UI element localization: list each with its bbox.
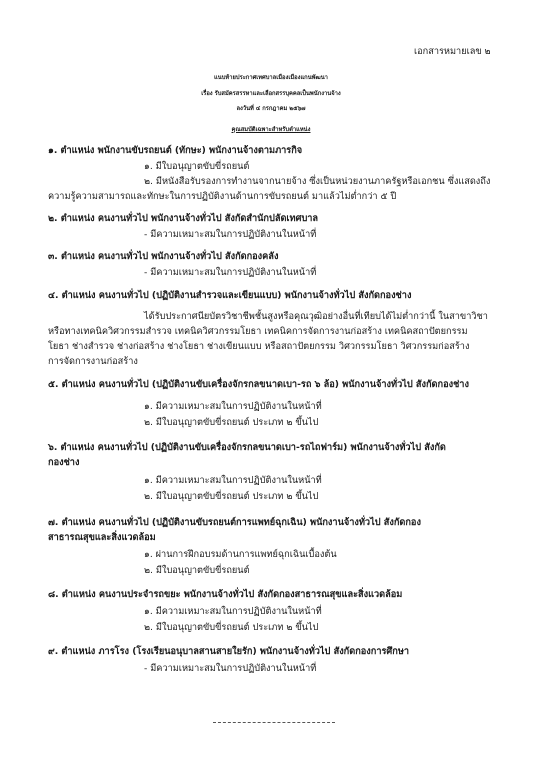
position-heading: ๓. ตำแหน่ง คนงานทั่วไป พนักงานจ้างทั่วไป สังกัดกองคลัง bbox=[48, 251, 279, 262]
position-heading: ๕. ตำแหน่ง คนงานทั่วไป (ปฏิบัติงานขับเครื่องจักรกลขนาดเบา-รถ ๖ ล้อ) พนักงานจ้างทั่วไป สังกัดกองช่าง bbox=[48, 379, 469, 390]
position-line: - มีความเหมาะสมในการปฏิบัติงานในหน้าที่ bbox=[144, 663, 317, 674]
position-heading-cont: สาธารณสุขและสิ่งแวดล้อม bbox=[48, 532, 156, 543]
doc-number: เอกสารหมายเลข ๒ bbox=[414, 46, 491, 57]
position-line: ๒. มีใบอนุญาตขับขี่รถยนต์ ประเภท ๒ ขึ้นไป bbox=[144, 622, 319, 633]
position-heading-cont: กองช่าง bbox=[48, 457, 80, 468]
position-line: ความรู้ความสามารถและทักษะในการปฏิบัติงานด้านการขับรถยนต์ มาแล้วไม่ต่ำกว่า ๕ ปี bbox=[48, 191, 397, 202]
position-line: - มีความเหมาะสมในการปฏิบัติงานในหน้าที่ bbox=[144, 267, 317, 278]
end-divider bbox=[213, 722, 335, 723]
position-line: หรือทางเทคนิควิศวกรรมสำรวจ เทคนิควิศวกรรมโยธา เทคนิคการจัดการงานก่อสร้าง เทคนิคสถาปัตยกรรม bbox=[48, 326, 468, 337]
position-line: การจัดการงานก่อสร้าง bbox=[48, 356, 138, 367]
position-heading: ๗. ตำแหน่ง คนงานทั่วไป (ปฏิบัติงานขับรถยนต์การแพทย์ฉุกเฉิน) พนักงานจ้างทั่วไป สังกัดกอง bbox=[48, 517, 421, 528]
position-heading: ๔. ตำแหน่ง คนงานทั่วไป (ปฏิบัติงานสำรวจและเขียนแบบ) พนักงานจ้างทั่วไป สังกัดกองช่าง bbox=[48, 290, 412, 301]
position-line: ๒. มีหนังสือรับรองการทำงานจากนายจ้าง ซึ่งเป็นหน่วยงานภาครัฐหรือเอกชน ซึ่งแสดงถึง bbox=[144, 176, 491, 187]
position-line: ๒. มีใบอนุญาตขับขี่รถยนต์ ประเภท ๒ ขึ้นไป bbox=[144, 417, 319, 428]
position-line: ได้รับประกาศนียบัตรวิชาชีพชั้นสูงหรือคุณวุฒิอย่างอื่นที่เทียบได้ไม่ต่ำกว่านี้ ในสาขาวิชา bbox=[144, 311, 488, 322]
position-line: ๒. มีใบอนุญาตขับขี่รถยนต์ ประเภท ๒ ขึ้นไป bbox=[144, 491, 319, 502]
position-line: ๑. ผ่านการฝึกอบรมด้านการแพทย์ฉุกเฉินเบื้องต้น bbox=[144, 549, 337, 560]
position-line: ๑. มีความเหมาะสมในการปฏิบัติงานในหน้าที่ bbox=[144, 401, 322, 412]
header-line-2: เรื่อง รับสมัครสรรหาและเลือกสรรบุคคลเป็นพนักงานจ้าง bbox=[201, 91, 341, 97]
position-heading: ๙. ตำแหน่ง ภารโรง (โรงเรียนอนุบาลสานสายใยรัก) พนักงานจ้างทั่วไป สังกัดกองการศึกษา bbox=[48, 646, 410, 657]
header-line-1: แนบท้ายประกาศเทศบาลเมืองเมืองแกนพัฒนา bbox=[214, 75, 328, 81]
position-line: ๑. มีความเหมาะสมในการปฏิบัติงานในหน้าที่ bbox=[144, 606, 322, 617]
position-line: โยธา ช่างสำรวจ ช่างก่อสร้าง ช่างโยธา ช่างเขียนแบบ หรือสถาปัตยกรรม วิศวกรรมโยธา วิศวกรรมก่อสร้าง bbox=[48, 341, 470, 352]
position-heading: ๑. ตำแหน่ง พนักงานขับรถยนต์ (ทักษะ) พนักงานจ้างตามภารกิจ bbox=[48, 145, 303, 156]
position-heading: ๖. ตำแหน่ง คนงานทั่วไป (ปฏิบัติงานขับเครื่องจักรกลขนาดเบา-รถไถฟาร์ม) พนักงานจ้างทั่วไป สังกัด bbox=[48, 442, 446, 453]
section-title: คุณสมบัติเฉพาะสำหรับตำแหน่ง bbox=[231, 127, 311, 133]
position-heading: ๘. ตำแหน่ง คนงานประจำรถขยะ พนักงานจ้างทั่วไป สังกัดกองสาธารณสุขและสิ่งแวดล้อม bbox=[48, 589, 403, 600]
position-line: - มีความเหมาะสมในการปฏิบัติงานในหน้าที่ bbox=[144, 229, 317, 240]
header-line-3: ลงวันที่ ๔ กรกฎาคม ๒๕๖๗ bbox=[236, 106, 306, 112]
position-line: ๒. มีใบอนุญาตขับขี่รถยนต์ bbox=[144, 565, 250, 576]
position-heading: ๒. ตำแหน่ง คนงานทั่วไป พนักงานจ้างทั่วไป สังกัดสำนักปลัดเทศบาล bbox=[48, 213, 319, 224]
position-line: ๑. มีใบอนุญาตขับขี่รถยนต์ bbox=[144, 161, 250, 172]
position-line: ๑. มีความเหมาะสมในการปฏิบัติงานในหน้าที่ bbox=[144, 475, 322, 486]
